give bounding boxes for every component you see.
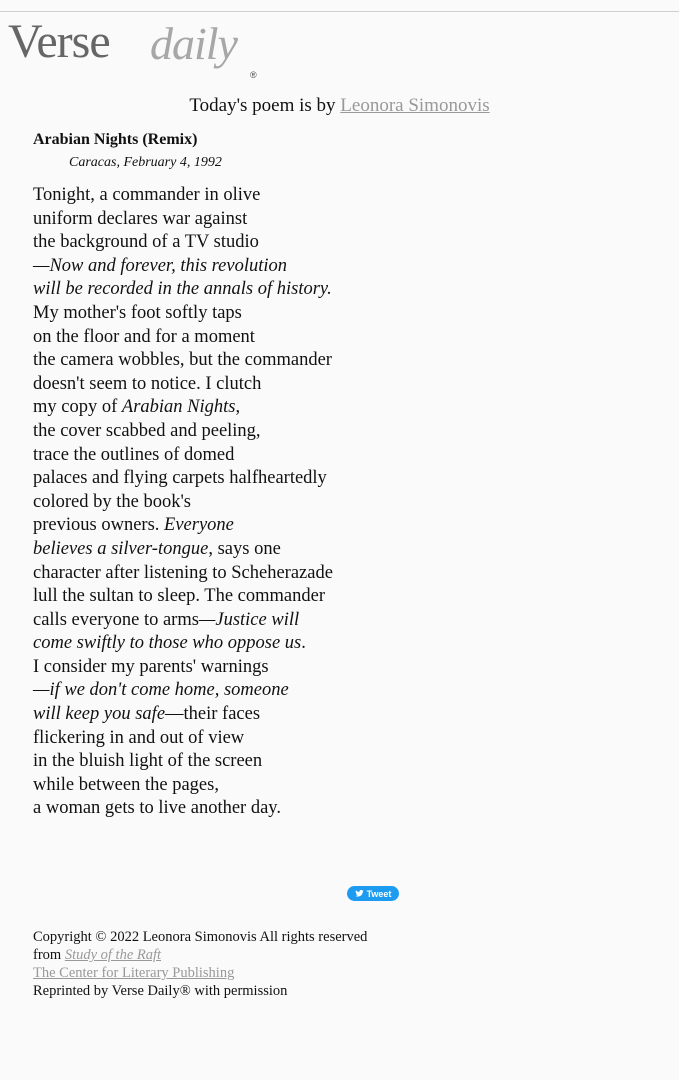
poem-line-segment: the cover scabbed and peeling, bbox=[33, 420, 261, 441]
poem-line-segment: doesn't seem to notice. I clutch bbox=[33, 373, 262, 394]
poem-line bbox=[33, 703, 333, 727]
poem-line bbox=[33, 656, 333, 680]
poem-line-segment: calls everyone to arms bbox=[33, 609, 199, 630]
source-line bbox=[33, 946, 367, 964]
poem-line bbox=[33, 538, 333, 562]
poem-line bbox=[33, 491, 333, 515]
poem-line-segment: My mother's foot softly taps bbox=[33, 302, 242, 323]
poem-line-segment: I consider my parents' warnings bbox=[33, 656, 269, 677]
publisher-link[interactable]: The Center for Literary Publishing bbox=[33, 965, 235, 981]
book-title: Study of the Raft bbox=[64, 947, 162, 963]
poem-line-segment: character after listening to Scheherazade bbox=[33, 562, 333, 583]
poem-line bbox=[33, 727, 333, 751]
poem-line-segment: . bbox=[301, 633, 306, 654]
poem-line bbox=[33, 632, 333, 656]
poem-line bbox=[33, 609, 333, 633]
book-link[interactable] bbox=[65, 947, 161, 963]
poem-body bbox=[33, 184, 333, 821]
poem-line bbox=[33, 396, 333, 420]
poem-line-segment: uniform declares war against bbox=[33, 208, 248, 229]
reprint-line: Reprinted by Verse Daily® with permission bbox=[33, 983, 288, 999]
twitter-bird-icon bbox=[355, 889, 364, 898]
poem-line bbox=[33, 278, 333, 302]
poem-dateline: Caracas, February 4, 1992 bbox=[69, 155, 222, 170]
poem-line bbox=[33, 420, 333, 444]
logo-verse-text: Verse bbox=[8, 15, 110, 68]
tweet-label: Tweet bbox=[366, 888, 392, 899]
poem-line-segment: in the bluish light of the screen bbox=[33, 751, 263, 772]
logo-registered-mark: ® bbox=[250, 70, 257, 80]
poem-line-segment: previous owners. bbox=[33, 515, 165, 536]
poem-line-italic-segment: will keep you safe bbox=[33, 704, 166, 725]
poem-line bbox=[33, 373, 333, 397]
poem-line-segment: , says one bbox=[208, 538, 281, 559]
top-divider bbox=[0, 11, 679, 12]
poem-line bbox=[33, 679, 333, 703]
poem-line bbox=[33, 349, 333, 373]
poem-line-italic-segment: —if we don't come home, someone bbox=[33, 680, 289, 701]
poem-line-italic-segment: believes a silver-tongue bbox=[33, 538, 209, 559]
poem-line bbox=[33, 467, 333, 491]
poem-line-italic-segment: —Now and forever, this revolution bbox=[33, 255, 288, 276]
poem-line-segment: the camera wobbles, but the commander bbox=[33, 350, 332, 371]
poem-line bbox=[33, 208, 333, 232]
poem-line-segment: the background of a TV studio bbox=[33, 232, 259, 253]
poem-line-segment: on the floor and for a moment bbox=[33, 326, 255, 347]
poem-line bbox=[33, 184, 333, 208]
poem-line-segment: my copy of bbox=[33, 397, 122, 418]
poem-line-segment: colored by the book's bbox=[33, 491, 191, 512]
logo-daily-text: daily bbox=[150, 18, 237, 69]
from-prefix: from bbox=[33, 947, 65, 963]
poem-line-italic-segment: will be recorded in the annals of history. bbox=[33, 279, 332, 300]
copyright-line: Copyright © 2022 Leonora Simonovis All rights reserved bbox=[33, 929, 368, 945]
tweet-button[interactable] bbox=[347, 886, 399, 901]
footer bbox=[33, 928, 367, 1000]
poem-line-segment: , bbox=[235, 397, 241, 418]
poem-title: Arabian Nights (Remix) bbox=[33, 131, 198, 148]
poem-line bbox=[33, 797, 333, 821]
poem-line-segment: —their faces bbox=[165, 704, 261, 725]
poem-line bbox=[33, 302, 333, 326]
poem-line-segment: Tonight, a commander in olive bbox=[33, 185, 261, 205]
poem-line bbox=[33, 444, 333, 468]
byline bbox=[0, 95, 679, 117]
verse-daily-logo[interactable] bbox=[8, 14, 268, 84]
poem-line-italic-segment: come swiftly to those who oppose us bbox=[33, 633, 302, 654]
author-link[interactable]: Leonora Simonovis bbox=[340, 95, 490, 116]
poem-line bbox=[33, 255, 333, 279]
poem-line bbox=[33, 562, 333, 586]
poem-line-italic-segment: Arabian Nights bbox=[121, 397, 236, 418]
poem-line-segment: lull the sultan to sleep. The commander bbox=[33, 586, 325, 607]
poem-line bbox=[33, 774, 333, 798]
poem-line-segment: trace the outlines of domed bbox=[33, 444, 235, 465]
poem-line bbox=[33, 231, 333, 255]
byline-prefix: Today's poem is by bbox=[189, 95, 341, 116]
poem-line-segment: palaces and flying carpets halfheartedly bbox=[33, 468, 327, 489]
poem-line-italic-segment: —Justice will bbox=[198, 609, 300, 630]
poem-line bbox=[33, 585, 333, 609]
poem-line bbox=[33, 750, 333, 774]
poem-line bbox=[33, 326, 333, 350]
poem-line-segment: flickering in and out of view bbox=[33, 727, 245, 748]
poem-line-segment: a woman gets to live another day. bbox=[33, 798, 281, 819]
poem-line bbox=[33, 514, 333, 538]
poem-line-segment: while between the pages, bbox=[33, 774, 219, 795]
poem-line-italic-segment: Everyone bbox=[164, 515, 234, 536]
